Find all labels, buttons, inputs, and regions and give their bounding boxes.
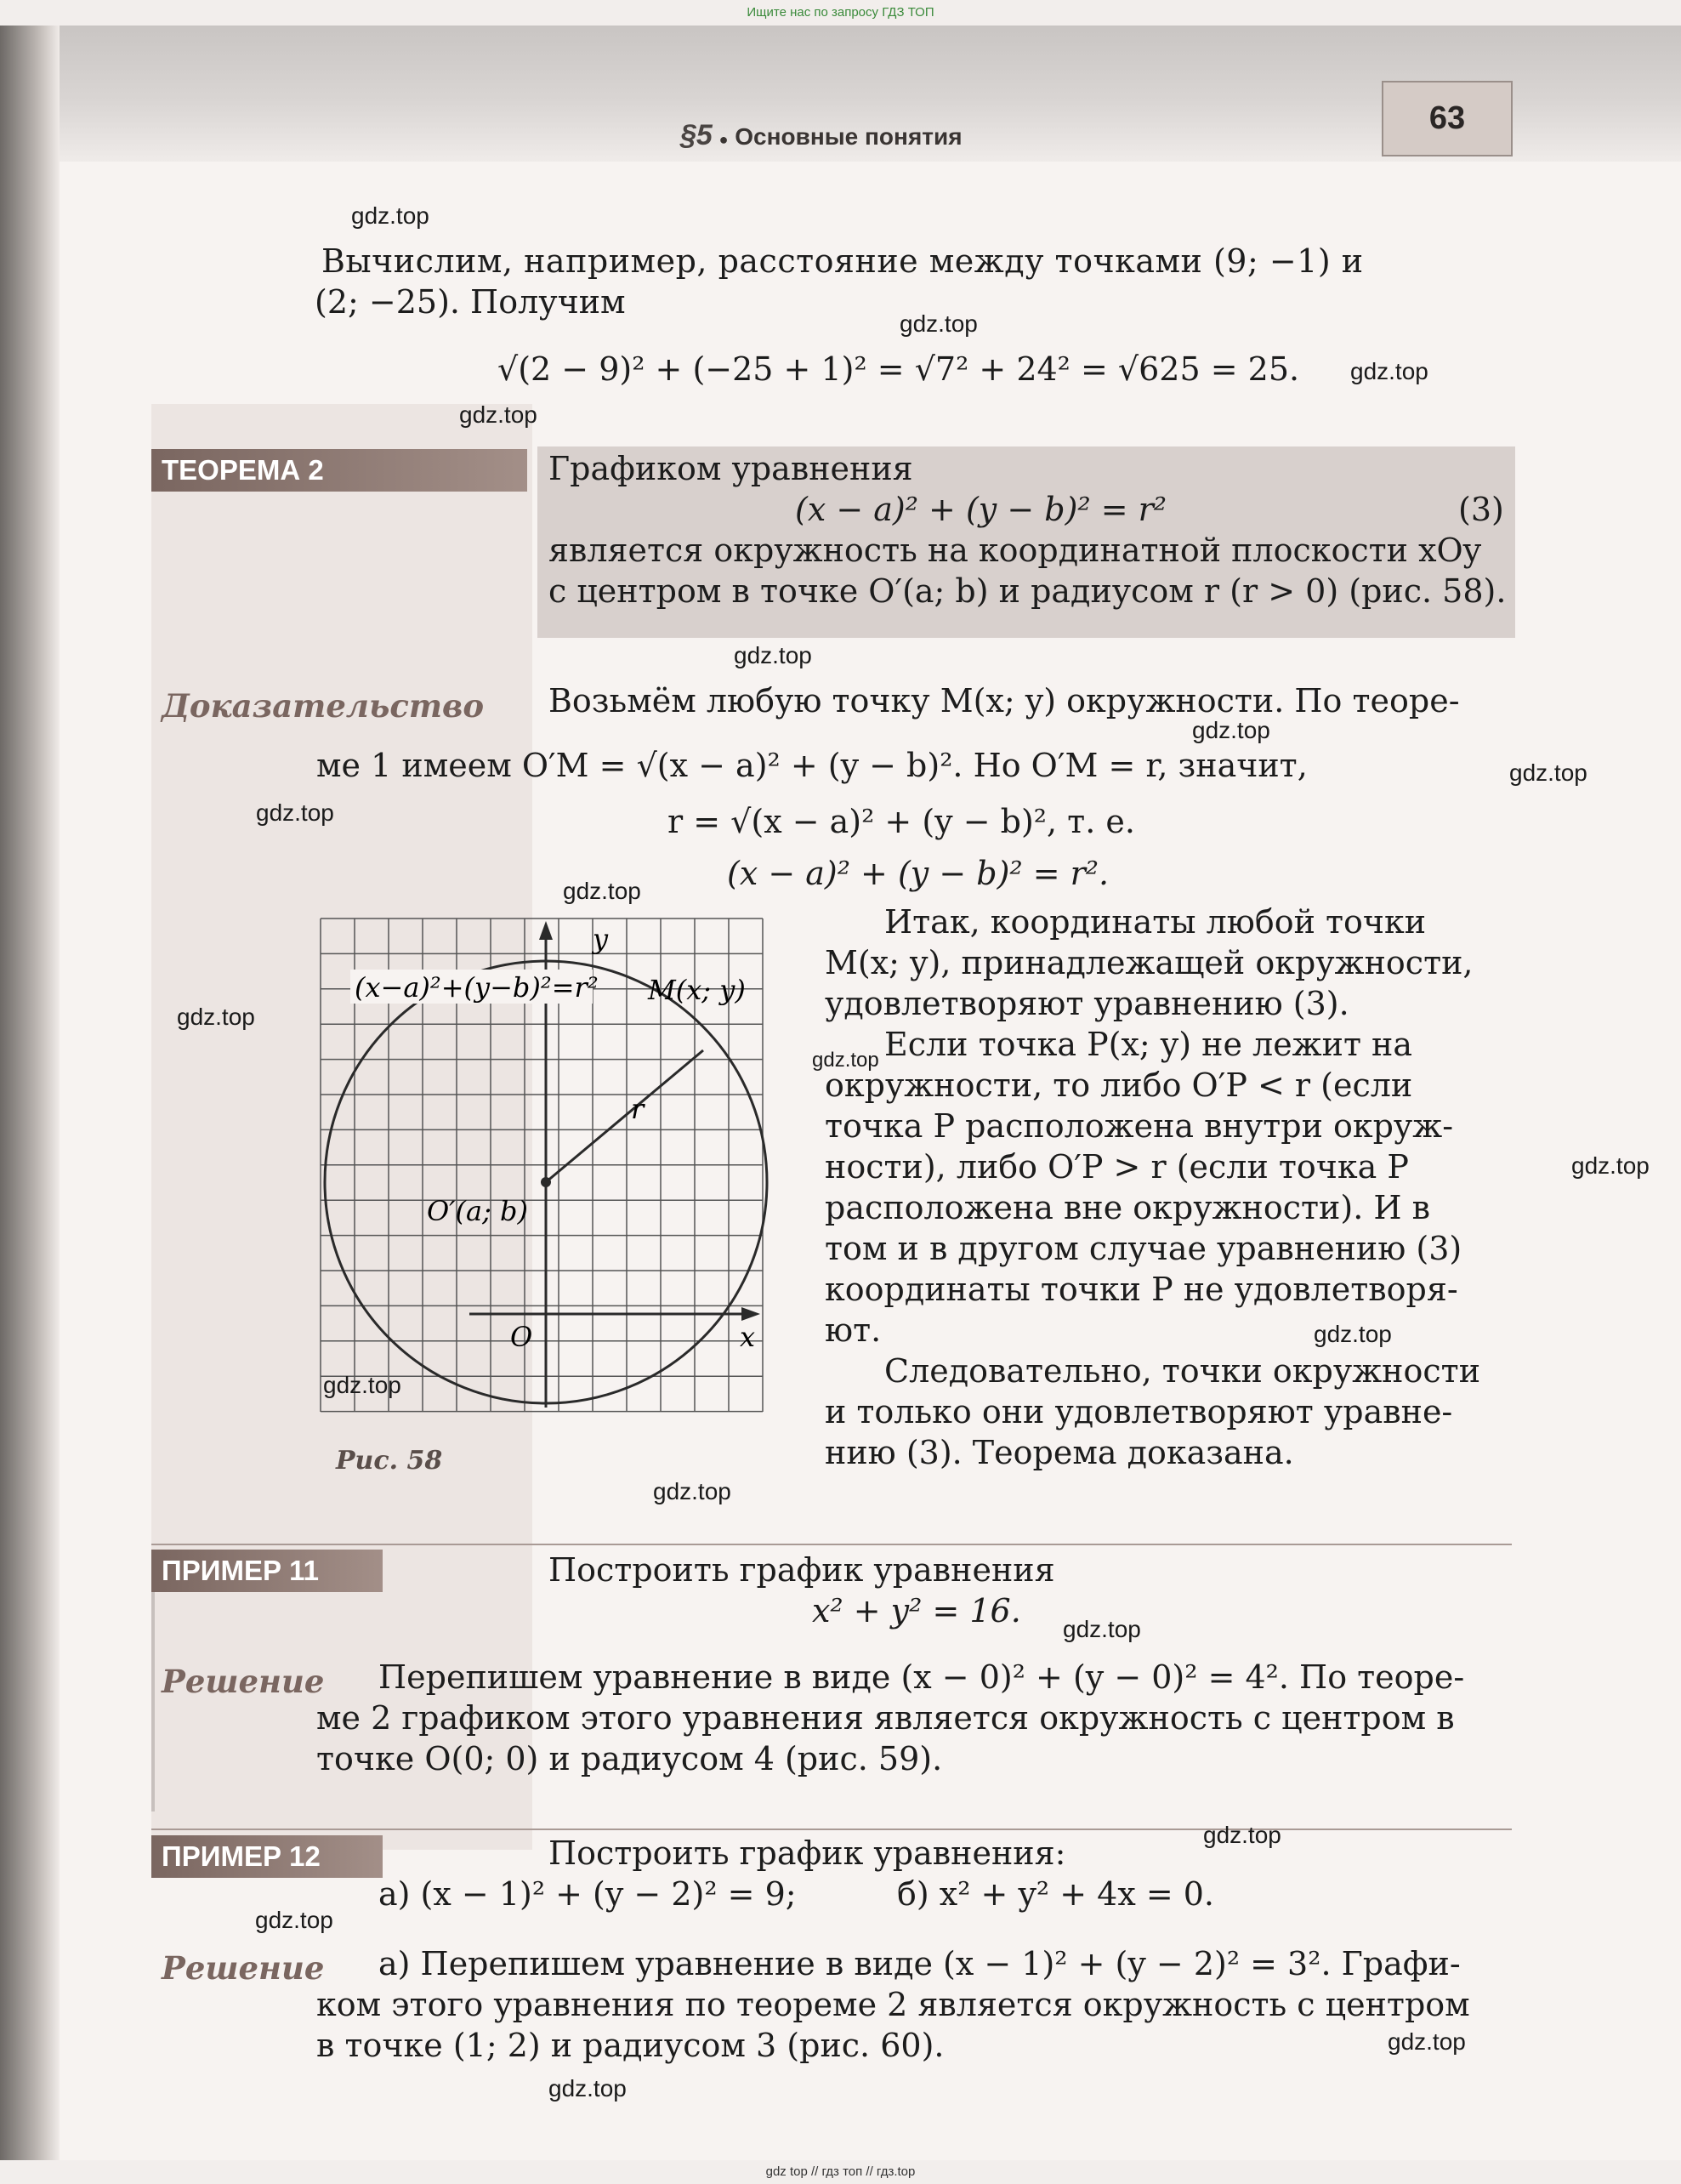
watermark: gdz.top	[459, 401, 537, 428]
proof-right-line: координаты точки P не удовлетворя-	[825, 1271, 1458, 1308]
figure-58	[316, 914, 775, 1416]
proof-right-line: расположена вне окружности). И в	[825, 1189, 1430, 1226]
theorem-line-3: с центром в точке O′(a; b) и радиусом r (r > 0) (рис. 58).	[548, 572, 1507, 610]
watermark: gdz.top	[177, 1004, 255, 1030]
example-12-solution-1: а) Перепишем уравнение в виде (x − 1)² + (y − 2)² = 3². Графи-	[378, 1945, 1461, 1982]
watermark: gdz.top	[653, 1478, 731, 1504]
watermark: gdz.top	[734, 642, 812, 668]
proof-line-4: (x − a)² + (y − b)² = r².	[727, 855, 1110, 892]
example-12-solution-2: ком этого уравнения по теореме 2 является окружность с центром	[316, 1986, 1470, 2023]
example-11-solution-3: точке O(0; 0) и радиусом 4 (рис. 59).	[316, 1740, 943, 1777]
proof-right-line: нию (3). Теорема доказана.	[825, 1434, 1294, 1471]
watermark: gdz.top	[812, 1049, 879, 1072]
x-axis-label: x	[740, 1321, 756, 1353]
proof-right-line: Если точка P(x; y) не лежит на	[884, 1026, 1413, 1063]
center-label: O′(a; b)	[427, 1195, 528, 1227]
example-11-task: Построить график уравнения	[548, 1551, 1055, 1589]
section-number: §5	[680, 119, 713, 151]
running-header	[680, 119, 963, 152]
proof-right-line: Следовательно, точки окружности	[884, 1352, 1481, 1390]
figure-caption: Рис. 58	[336, 1446, 443, 1476]
proof-right-line: точка P расположена внутри окруж-	[825, 1107, 1454, 1145]
top-note: Ищите нас по запросу ГДЗ ТОП	[747, 5, 934, 20]
example-11-solution-label: Решение	[162, 1663, 325, 1700]
proof-line-3: r = √(x − a)² + (y − b)², т. е.	[667, 803, 1135, 840]
example-12-label: ПРИМЕР 12	[151, 1835, 383, 1878]
intro-line-2: (2; −25). Получим	[315, 283, 626, 321]
theorem-line-1: Графиком уравнения	[548, 450, 913, 487]
example-12-task: Построить график уравнения:	[548, 1834, 1066, 1872]
theorem-label: ТЕОРЕМА 2	[151, 449, 527, 492]
rule-example-11	[151, 1544, 1512, 1545]
proof-right-line: Итак, координаты любой точки	[884, 903, 1427, 941]
example-11-equation: x² + y² = 16.	[812, 1592, 1021, 1629]
example-12-part-a: а) (x − 1)² + (y − 2)² = 9;	[378, 1875, 797, 1913]
example-11-label: ПРИМЕР 11	[151, 1550, 383, 1592]
intro-formula: √(2 − 9)² + (−25 + 1)² = √7² + 24² = √625 = 25.	[497, 350, 1300, 388]
proof-right-line: ют.	[825, 1311, 882, 1349]
watermark: gdz.top	[256, 799, 334, 826]
example-12-solution-label: Решение	[162, 1949, 325, 1987]
radius-line	[546, 1050, 703, 1182]
equation-label: (x−a)²+(y−b)²=r²	[355, 971, 599, 1004]
watermark: gdz.top	[1063, 1616, 1141, 1642]
proof-right-line: окружности, то либо O′P < r (если	[825, 1066, 1413, 1104]
section-title: Основные понятия	[735, 123, 963, 150]
example-12-part-b: б) x² + y² + 4x = 0.	[897, 1875, 1215, 1913]
watermark: gdz.top	[563, 878, 641, 904]
proof-right-line: ности), либо O′P > r (если точка P	[825, 1148, 1409, 1186]
header-bullet: ●	[718, 131, 729, 148]
watermark: gdz.top	[548, 2075, 627, 2102]
proof-right-line: удовлетворяют уравнению (3).	[825, 985, 1349, 1022]
proof-right-line: том и в другом случае уравнению (3)	[825, 1230, 1462, 1267]
y-axis-arrow	[539, 921, 553, 940]
example-12-solution-3: в точке (1; 2) и радиусом 3 (рис. 60).	[316, 2027, 945, 2064]
example-divider	[151, 1556, 155, 1811]
proof-line-2: ме 1 имеем O′M = √(x − a)² + (y − b)². Но O′M = r, значит,	[316, 747, 1308, 784]
proof-right-line: M(x; y), принадлежащей окружности,	[825, 944, 1474, 981]
page-edge-shadow	[0, 26, 60, 2160]
proof-right-line: и только они удовлетворяют уравне-	[825, 1393, 1453, 1430]
example-11-solution-2: ме 2 графиком этого уравнения является окружность с центром в	[316, 1699, 1455, 1737]
center-point	[541, 1177, 551, 1187]
origin-label: O	[510, 1321, 533, 1353]
proof-label: Доказательство	[162, 687, 485, 725]
point-m-label: M(x; y)	[648, 974, 746, 1006]
radius-label: r	[631, 1093, 645, 1125]
watermark: gdz.top	[351, 202, 429, 229]
watermark: gdz.top	[255, 1907, 333, 1933]
watermark: gdz.top	[1203, 1822, 1281, 1848]
watermark: gdz.top	[1350, 358, 1428, 384]
rule-example-12	[151, 1829, 1512, 1830]
theorem-equation: (x − a)² + (y − b)² = r²	[795, 491, 1167, 528]
x-axis-arrow	[741, 1307, 760, 1321]
watermark: gdz.top	[1192, 717, 1270, 743]
theorem-line-2: является окружность на координатной плоскости xOy	[548, 532, 1482, 569]
bottom-note: gdz top // гдз топ // гдз.top	[765, 2164, 916, 2179]
intro-line-1: Вычислим, например, расстояние между точками (9; −1) и	[321, 242, 1364, 280]
watermark: gdz.top	[1314, 1321, 1392, 1347]
page-number: 63	[1382, 81, 1513, 156]
example-11-solution-1: Перепишем уравнение в виде (x − 0)² + (y − 0)² = 4². По теоре-	[378, 1658, 1465, 1696]
watermark: gdz.top	[323, 1372, 401, 1398]
proof-line-1: Возьмём любую точку M(x; y) окружности. По теоре-	[548, 682, 1460, 719]
watermark: gdz.top	[900, 310, 978, 337]
watermark: gdz.top	[1509, 759, 1587, 786]
y-axis-label: y	[593, 923, 609, 955]
watermark: gdz.top	[1571, 1152, 1650, 1179]
watermark: gdz.top	[1388, 2028, 1466, 2055]
theorem-eq-number: (3)	[1458, 491, 1504, 528]
